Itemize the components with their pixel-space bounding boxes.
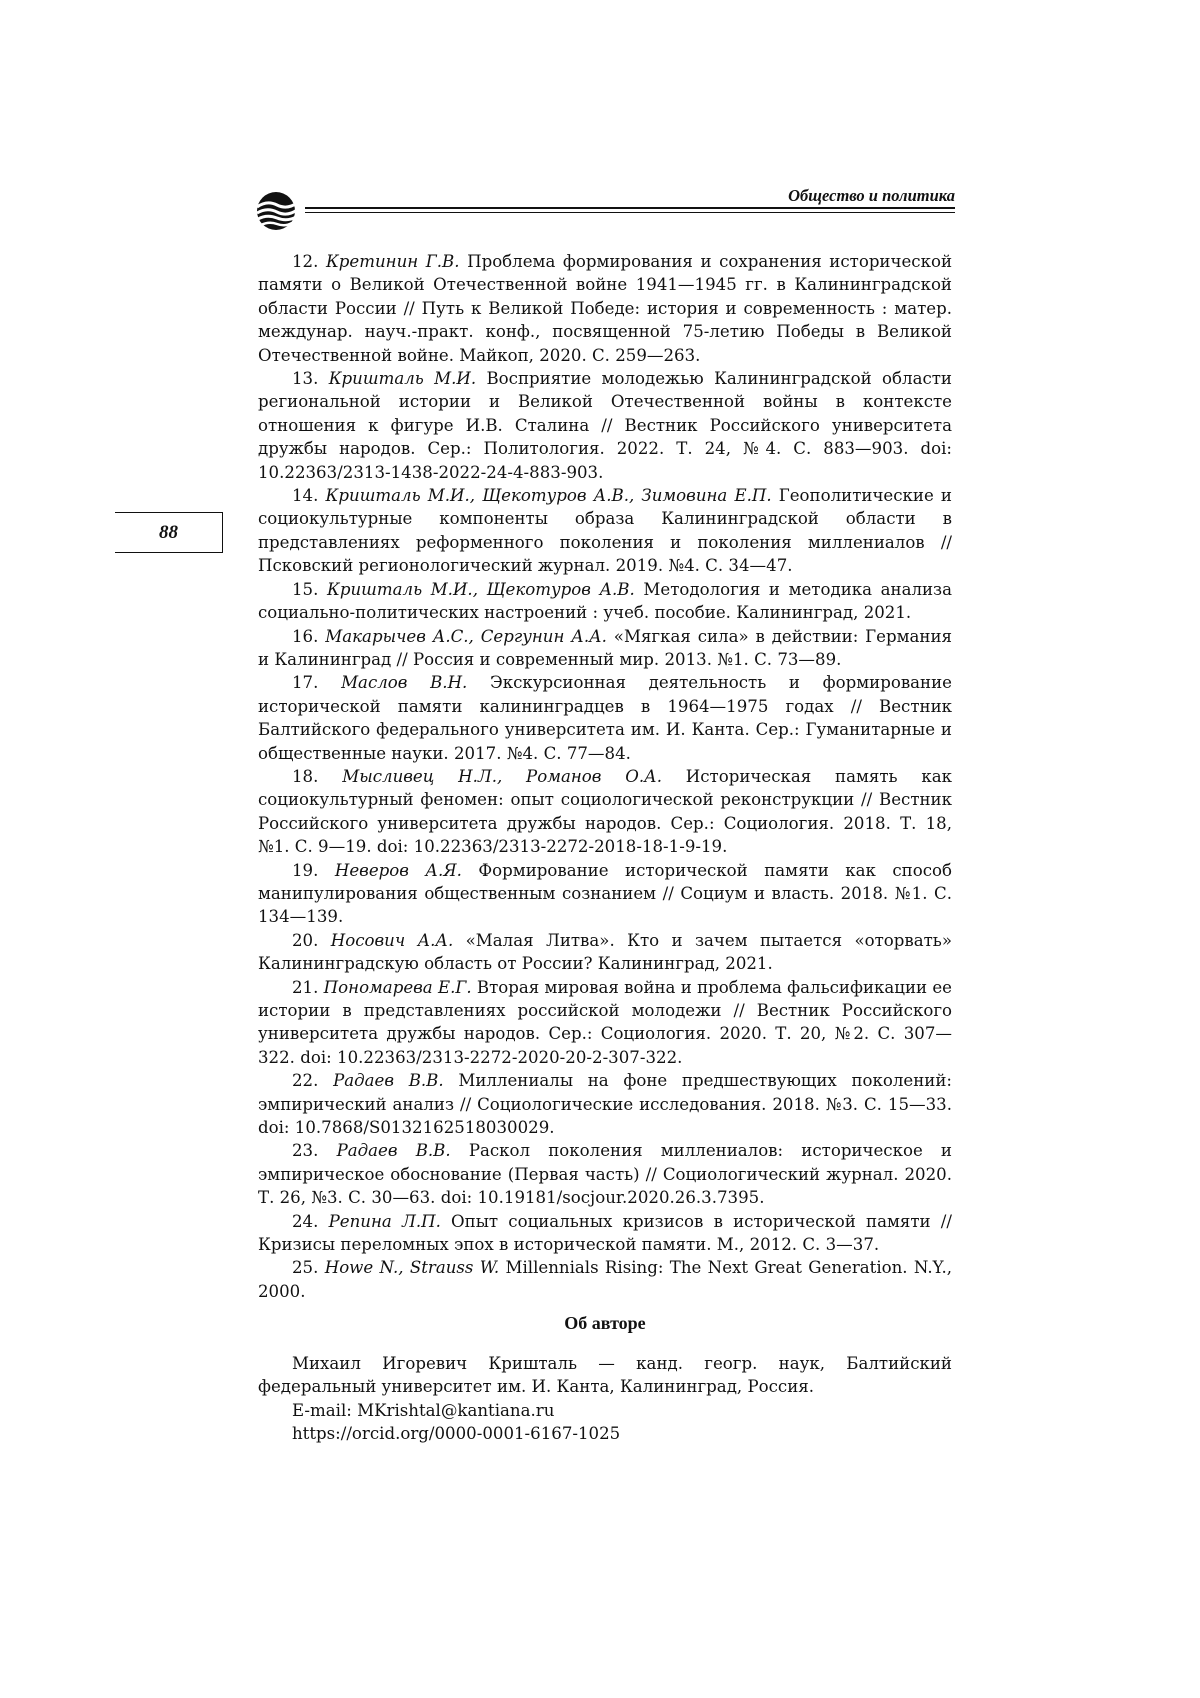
reference-item: 12. Кретинин Г.В. Проблема формирования и сохранения исторической памяти о Великой Отечественной войне 1941—1945 гг. в Калининградской области России // Путь к Великой Победе: история и современность : матер. междунар. науч.-практ. конф., посвященной 75-летию Победы в Великой Отечественной войне. Майкоп, 2020. С. 259—263. — [258, 252, 953, 365]
reference-item: 21. Пономарева Е.Г. Вторая мировая война и проблема фальсификации ее истории в представлениях российской молодежи // Вестник Российского университета дружбы народов. Сер.: Социология. 2020. Т. 20, №2. С. 307—322. doi: 10.22363/2313-2272-2020-20-2-307-322. — [258, 977, 953, 1067]
reference-item: 15. Кришталь М.И., Щекотуров А.В. Методология и методика анализа социально-политических настроений : учеб. пособие. Калининград, 2021. — [258, 579, 953, 623]
reference-item: 19. Неверов А.Я. Формирование исторической памяти как способ манипулирования общественным сознанием // Социум и власть. 2018. №1. С. 134—139. — [258, 860, 952, 927]
reference-item: 22. Радаев В.В. Миллениалы на фоне предшествующих поколений: эмпирический анализ // Социологические исследования. 2018. №3. С. 15—33. doi: 10.7868/S0132162518030029. — [258, 1071, 952, 1138]
header-rule — [305, 207, 955, 209]
reference-item: 24. Репина Л.П. Опыт социальных кризисов в исторической памяти // Кризисы переломных эпох в исторической памяти. М., 2012. С. 3—37. — [258, 1211, 952, 1255]
section-title: Общество и политика — [788, 186, 955, 205]
author-email: E-mail: MKrishtal@kantiana.ru — [292, 1400, 555, 1420]
reference-item: 20. Носович А.А. «Малая Литва». Кто и зачем пытается «оторвать» Калининградскую область от России? Калининград, 2021. — [258, 930, 952, 974]
reference-item: 18. Мысливец Н.Л., Романов О.А. Историческая память как социокультурный феномен: опыт социологической реконструкции // Вестник Российского университета дружбы народов. Сер.: Социология. 2018. Т. 18, №1. С. 9—19. doi: 10.22363/2313-2272-2018-18-1-9-19. — [258, 766, 953, 857]
author-bio: Михаил Игоревич Кришталь — канд. геогр. наук, Балтийский федеральный университет им. И. Канта, Калининград, Россия. — [258, 1354, 952, 1397]
reference-item: 16. Макарычев А.С., Сергунин А.А. «Мягкая сила» в действии: Германия и Калининград // Россия и современный мир. 2013. №1. С. 73—89. — [258, 626, 952, 669]
reference-item: 23. Радаев В.В. Раскол поколения миллениалов: историческое и эмпирическое обоснование (Первая часть) // Социологический журнал. 2020. Т. 26, №3. С. 30—63. doi: 10.19181/socjour.2020.26.3.7395. — [258, 1141, 952, 1208]
author-orcid-link[interactable]: https://orcid.org/0000-0001-6167-1025 — [292, 1424, 621, 1444]
header-rule-thin — [305, 212, 955, 213]
about-author-section — [258, 1352, 952, 1446]
about-author-heading: Об авторе — [564, 1313, 646, 1333]
reference-item: 17. Маслов В.Н. Экскурсионная деятельность и формирование исторической памяти калининградцев в 1964—1975 годах // Вестник Балтийского федерального университета им. И. Канта. Сер.: Гуманитарные и общественные науки. 2017. №4. С. 77—84. — [258, 673, 952, 763]
page-number: 88 — [115, 512, 223, 553]
reference-item: 13. Кришталь М.И. Восприятие молодежью Калининградской области региональной истории и Великой Отечественной войны в контексте отношения к фигуре И.В. Сталина // Вестник Российского университета дружбы народов. Сер.: Политология. 2022. Т. 24, №4. С. 883—903. doi: 10.22363/2313-1438-2022-24-4-883-903. — [258, 369, 952, 482]
reference-item: 25. Howe N., Strauss W. Millennials Rising: The Next Great Generation. N.Y., 2000. — [258, 1258, 952, 1301]
reference-list — [258, 250, 952, 1303]
reference-item: 14. Кришталь М.И., Щекотуров А.В., Зимовина Е.П. Геополитические и социокультурные компоненты образа Калининградской области в представлениях реформенного поколения и поколения миллениалов // Псковский регионологический журнал. 2019. №4. С. 34—47. — [258, 486, 952, 576]
